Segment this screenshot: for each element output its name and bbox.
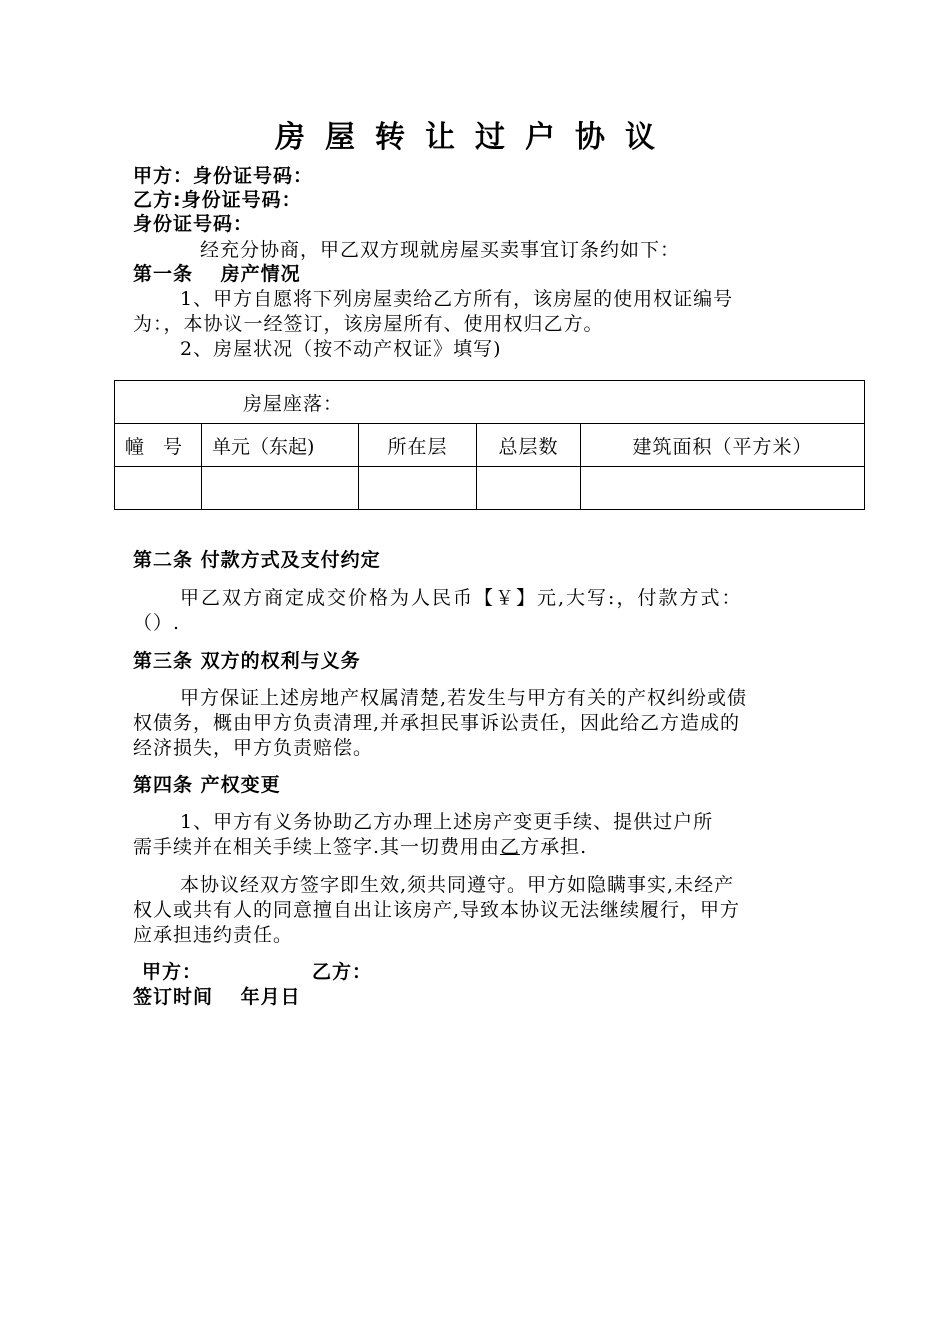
article-2-line-1: 甲乙双方商定成交价格为人民币【￥】元,大写:，付款方式： [180,587,743,609]
effect-line-1: 本协议经双方签字即生效,须共同遵守。甲方如隐瞒事实,未经产 [180,874,735,896]
article-3-heading: 第三条 双方的权利与义务 [133,650,361,672]
header-unit: 单元（东起) [202,424,359,467]
article-4-line-1: 1、甲方有义务协助乙方办理上述房产变更手续、提供过户所 [180,811,714,833]
article-1-heading: 第一条 房产情况 [133,263,301,285]
id-number-line: 身份证号码： [133,213,254,235]
party-b-line: 乙方:身份证号码： [133,189,302,211]
article-1-para-2: 2、房屋状况（按不动产权证》填写) [180,338,502,360]
article-3-line-2: 权债务，概由甲方负责清理,并承担民事诉讼责任，因此给乙方造成的 [133,712,741,734]
table-cell [359,467,477,510]
article-3-line-1: 甲方保证上述房地产权属清楚,若发生与甲方有关的产权纠纷或债 [180,687,748,709]
table-cell [581,467,865,510]
table-cell [477,467,581,510]
header-floor-area: 建筑面积（平方米） [581,424,865,467]
header-floor: 所在层 [359,424,477,467]
article-4-line-2-text: 需手续并在相关手续上签字.其一切费用由 [133,836,501,858]
article-2-heading: 第二条 付款方式及支付约定 [133,549,381,571]
document-title: 房屋转让过户协议 [275,120,675,155]
effect-line-3: 应承担违约责任。 [133,924,294,946]
article-4-heading: 第四条 产权变更 [133,774,281,796]
article-3-line-3: 经济损失，甲方负责赔偿。 [133,737,374,759]
header-building-no: 幢 号 [115,424,202,467]
article-4-line-2 [133,835,587,859]
article-2-line-2: （）. [133,612,181,634]
signature-party-a: 甲方： [142,961,203,983]
effect-line-2: 权人或共有人的同意擅自出让该房产,导致本协议无法继续履行，甲方 [133,899,741,921]
party-a-line: 甲方：身份证号码： [133,165,314,187]
property-table [114,380,865,510]
header-total-floors: 总层数 [477,424,581,467]
article-4-underlined-party: 乙 [500,836,521,858]
table-header-row [115,424,865,467]
article-1-para-1-line-1: 1、甲方自愿将下列房屋卖给乙方所有，该房屋的使用权证编号 [180,288,734,310]
location-cell: 房屋座落： [115,381,865,424]
table-cell [115,467,202,510]
article-1-para-1-line-2: 为：，本协议一经签订，该房屋所有、使用权归乙方。 [133,313,604,335]
signing-date: 签订时间 年月日 [133,986,301,1008]
article-4-line-2-tail: 方承担. [520,836,588,858]
table-cell [202,467,359,510]
table-row [115,381,865,424]
intro-paragraph: 经充分协商，甲乙双方现就房屋买卖事宜订条约如下： [200,239,681,261]
table-row [115,467,865,510]
signature-party-b: 乙方： [312,961,373,983]
